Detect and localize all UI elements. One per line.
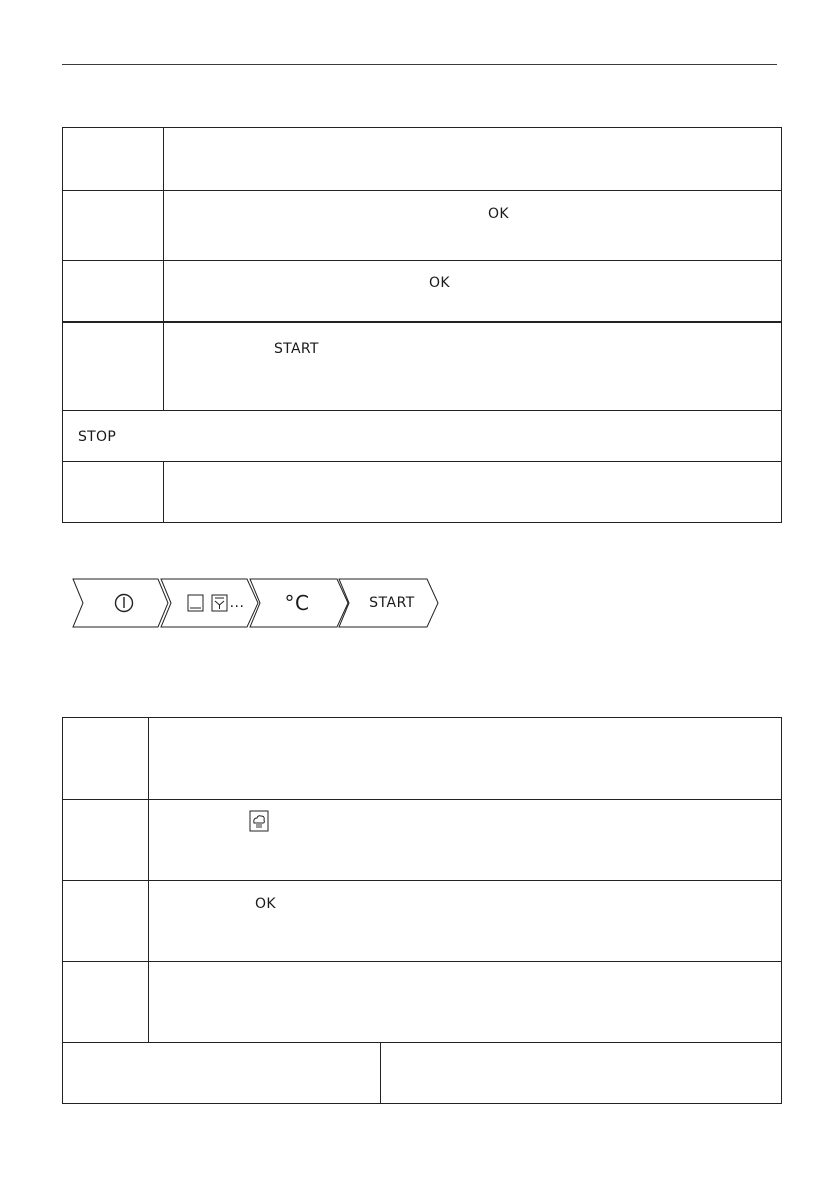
table-row xyxy=(63,128,781,190)
column-divider xyxy=(163,323,164,410)
column-divider xyxy=(148,718,149,799)
column-divider xyxy=(163,462,164,522)
power-icon xyxy=(116,595,133,612)
column-divider xyxy=(163,261,164,321)
table-row xyxy=(63,260,781,321)
table-row xyxy=(63,461,781,522)
procedure-table-2 xyxy=(62,717,782,1104)
operation-sequence xyxy=(72,578,442,628)
ok-key-label: OK xyxy=(429,275,450,291)
start-key-label: START xyxy=(274,341,319,357)
steam-tray-icon xyxy=(249,810,269,832)
column-divider xyxy=(163,128,164,190)
table-row xyxy=(63,880,781,961)
oven-function-icons xyxy=(188,595,227,611)
ellipsis-label: ... xyxy=(229,595,245,611)
table-row xyxy=(63,321,781,410)
column-divider xyxy=(148,962,149,1042)
ok-key-label: OK xyxy=(255,896,276,912)
step-arrow-1 xyxy=(73,579,168,627)
table-row xyxy=(63,799,781,880)
column-divider xyxy=(163,191,164,260)
header-rule xyxy=(62,64,777,65)
column-divider xyxy=(148,881,149,961)
table-row xyxy=(63,190,781,260)
table-row xyxy=(63,410,781,461)
stop-key-label: STOP xyxy=(78,429,117,445)
table-row xyxy=(63,961,781,1042)
ok-key-label: OK xyxy=(488,206,509,222)
procedure-table-1 xyxy=(62,127,782,523)
table-row xyxy=(63,718,781,799)
column-divider xyxy=(380,1043,381,1103)
column-divider xyxy=(148,800,149,880)
table-row xyxy=(63,1042,781,1103)
temperature-icon: °C xyxy=(284,591,310,615)
start-step-label: START xyxy=(369,595,415,611)
